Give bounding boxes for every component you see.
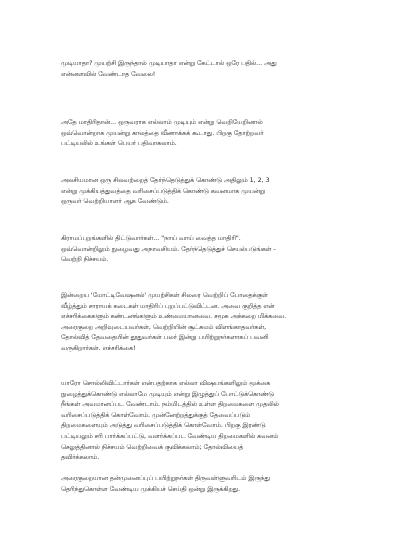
paragraph-5 bbox=[61, 291, 366, 355]
paragraph-line: முடியாதா? முயற்சி இருந்தால் முடியாதா என்று கேட்டால் ஒரே பதில்... அது bbox=[61, 60, 277, 67]
paragraph-6 bbox=[61, 379, 366, 464]
paragraph-line: யாரோ சொல்லிவிட்டார்கள் என்பதற்காக எல்லா விஷயங்களிலும் மூக்கை bbox=[61, 380, 271, 387]
paragraph-line: ஒவ்வொன்றாக முயன்று காலத்தை வீணாக்கக் கூடாது. பிறகு தோற்றவர் bbox=[61, 129, 264, 137]
paragraph-4 bbox=[61, 234, 366, 266]
paragraph-line: ஒவ்வொன்றிலும் நுழைவது அநாவசியம். தேர்ந்தெடுத்துச் செயல்படுங்கள் - bbox=[61, 245, 276, 253]
paragraph-line: பட்டியலும் சரி பார்க்கப்பட்டு, வளர்க்கப்பட வேண்டிய திறமைகளில் கவனம் bbox=[61, 432, 279, 440]
paragraph-1 bbox=[61, 59, 366, 80]
paragraph-line: என்னளவில் வேண்டாத வேலை! bbox=[61, 70, 156, 78]
paragraph-line: எச்சரிக்கைகளும் கண்டனங்களும் உண்மையானவை. சமூக அக்கறை மிக்கவை. bbox=[61, 313, 287, 321]
paragraph-line: தெரிந்துகொள்ள வேண்டிய முக்கியச் செய்தி ஒன்று இருக்கிறது. bbox=[61, 485, 241, 493]
paragraph-line: திறமைகளையும் அடுத்து வரிசைப்படுத்திக் கொள்வோம். பிறகு இரண்டு bbox=[61, 422, 266, 430]
paragraph-line: அதே மாதிரிதான்... ஒருவராக எல்லாம் முடியும் என்று வெறியேறினால் bbox=[61, 119, 263, 126]
paragraph-line: ஒருவர் வெற்றியாளர் ஆக வேண்டும். bbox=[61, 198, 169, 206]
paragraph-2 bbox=[61, 118, 366, 150]
paragraph-line: நீங்கள் அவமானப்பட வேண்டாம். நம்மிடத்தில் உள்ள திறமைகளை முதலில் bbox=[61, 401, 279, 409]
paragraph-line: இன்றைய 'மோட்டிவேஷனல்' முயற்சிகள் சிலரை வெற்றிப் போதைக்குள் bbox=[61, 292, 268, 299]
paragraph-7 bbox=[61, 474, 366, 495]
paragraph-line: வீழ்த்தும் சாராயக் கடைகள் மாதிரிப் புறப்பட்டுவிட்டன. அவை குறித்த என் bbox=[61, 302, 275, 310]
paragraph-line: கிராமப்புறங்களில் திட்டுவார்கள்... "நாய் வாய் வைத்த மாதிரி". bbox=[61, 235, 241, 242]
paragraph-line: அரைகுறையான தன்முனைப்புப் பயிற்றுநர்கள் திருவள்ளுவரிடம் இருந்து bbox=[61, 475, 270, 482]
paragraph-line: வரிசைப்படுத்திக் கொள்வோம். முன்னேற்றத்துக்குத் தேவைப்படும் bbox=[61, 411, 251, 419]
paragraph-line: தவிர்க்கலாம். bbox=[61, 454, 100, 462]
paragraph-line: செலுத்தினால் நிச்சயம் வெற்றிவைக் குவிக்கலாம்; தோல்வியைத் bbox=[61, 443, 244, 451]
paragraph-line: வெற்றி நிச்சயம். bbox=[61, 256, 109, 264]
paragraph-line: பட்டியலில் உங்கள் பெயர் பதிவாகலாம். bbox=[61, 140, 177, 148]
paragraph-line: நுழைத்துக்கொண்டு எல்லாமே முடியும் என்று இழுத்துப் போட்டுக்கொண்டு bbox=[61, 390, 274, 398]
paragraph-3 bbox=[61, 176, 366, 208]
paragraph-line: வருகிறார்கள். எச்சரிக்கை! bbox=[61, 344, 136, 352]
paragraph-line: அலசியமான ஒரு சிலவற்றைத் தேர்ந்தெடுத்துக் கொண்டு அதிலும் 1, 2, 3 bbox=[61, 177, 270, 184]
paragraph-line: அரைகுறை அறிவுடையவர்கள், வெற்றியின் சூட்சுமம் விளங்காதவர்கள், bbox=[61, 323, 267, 331]
paragraph-line: தோல்வித் தேவதையின் தூதுவர்கள் பலர் இன்று பயிற்றுநர்களாகப் பவனி bbox=[61, 334, 269, 342]
paragraph-line: என்று முக்கியத்துவத்தை வரிசைப்படுத்திக் கொண்டு கவனமாக முயன்று bbox=[61, 187, 266, 195]
